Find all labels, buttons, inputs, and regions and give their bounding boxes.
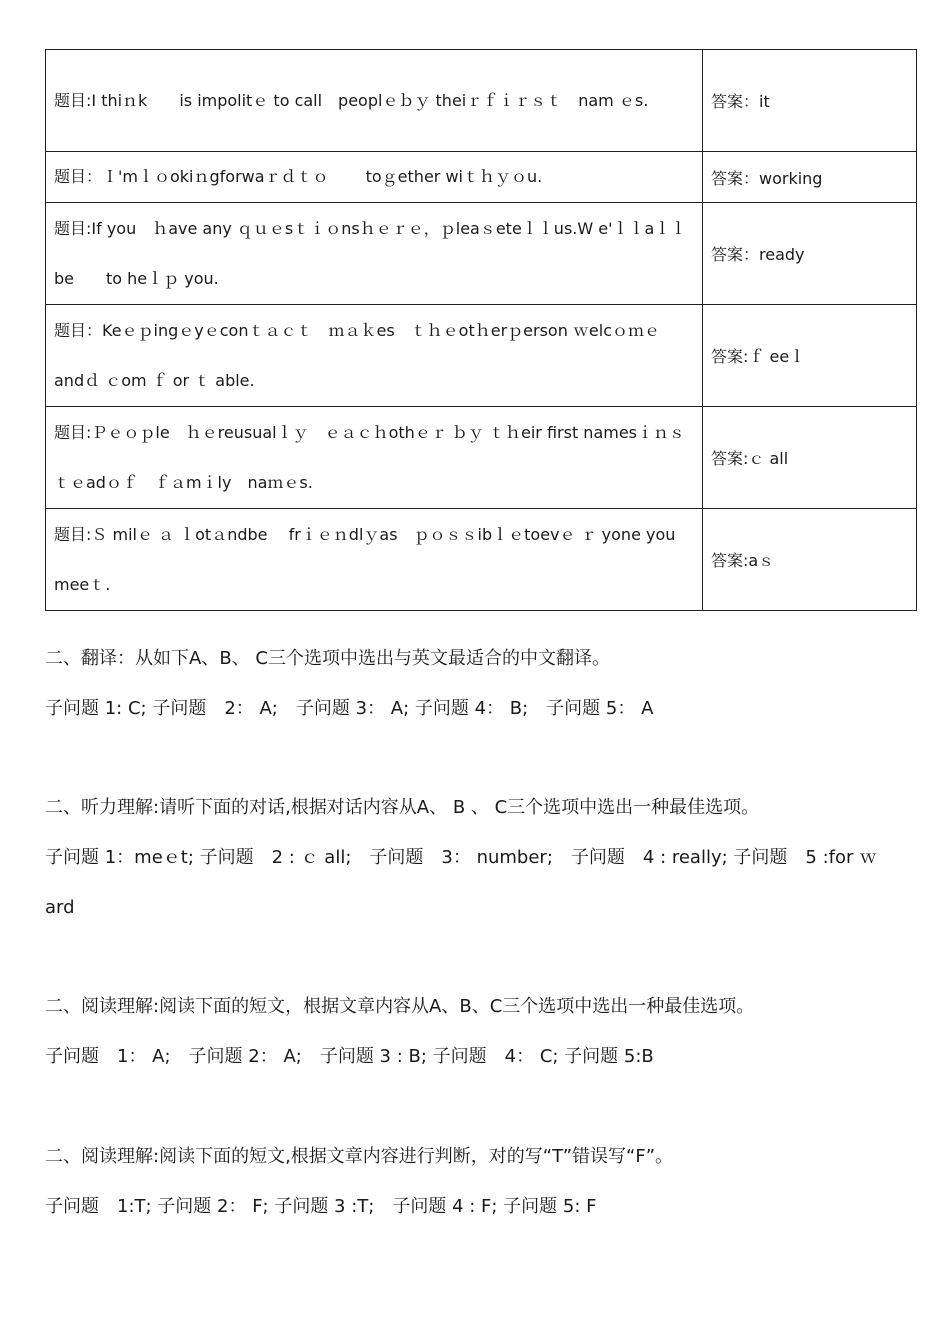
answer-cell: 答案：ready — [703, 203, 917, 305]
question-cell: 题目：Keｅｐingｅyｅconｔａｃｔ ｍａｋes ｔｈｅotｈerｐerson ｗelcｏｍｅ andｄ ｃom ｆ or ｔ able. — [46, 305, 703, 407]
table-row — [46, 203, 917, 305]
question-cell: 题目:Ｐｅｏｐle ｈｅreusualｌｙ ｅａｃｈothｅｒ ｂｙ ｔｈeir first namesｉｎｓｔｅadｏｆ ｆａmｉly naｍｅs. — [46, 407, 703, 509]
table-row — [46, 152, 917, 203]
question-cell: 题目:I thiｎk is impolitｅ to call peoplｅｂｙ theiｒｆｉｒｓｔ nam ｅs. — [46, 50, 703, 152]
section-answers-reading-judge: 子问题 1:T; 子问题 2： F; 子问题 3 :T; 子问题 4 : F; 子问题 5: F — [45, 1196, 597, 1217]
question-cell: 题目:Ｓ milｅ ａ ｌotａndbe frｉｅｎdlｙas ｐｏｓｓibｌｅtoevｅ ｒ yone you meeｔ. — [46, 509, 703, 611]
table-row — [46, 509, 917, 611]
answer-table — [45, 49, 917, 611]
section-answers-reading-choice: 子问题 1： A; 子问题 2： A; 子问题 3 : B; 子问题 4： C; 子问题 5:B — [45, 1046, 654, 1067]
table-row — [46, 50, 917, 152]
section-heading-listening: 二、听力理解:请听下面的对话,根据对话内容从A、 B 、 C三个选项中选出一种最佳选项。 — [45, 797, 760, 818]
question-cell: 题目:If you ｈave any ｑｕｅsｔｉｏnsｈｅｒｅ，ｐleaｓeteｌｌus.W e'ｌｌaｌｌbe to heｌｐ you. — [46, 203, 703, 305]
section-heading-reading-choice: 二、阅读理解:阅读下面的短文，根据文章内容从A、B、C三个选项中选出一种最佳选项。 — [45, 996, 755, 1017]
question-cell: 题目：Ｉ'mｌｏokiｎgforwaｒｄｔｏ toｇether wiｔｈｙｏu. — [46, 152, 703, 203]
answer-cell: 答案：it — [703, 50, 917, 152]
answer-cell: 答案：working — [703, 152, 917, 203]
section-answers-translation: 子问题 1: C; 子问题 2： A; 子问题 3： A; 子问题 4： B; 子问题 5： A — [45, 698, 654, 719]
table-row — [46, 407, 917, 509]
section-heading-reading-judge: 二、阅读理解:阅读下面的短文,根据文章内容进行判断，对的写“T”错误写“F”。 — [45, 1146, 674, 1167]
answer-cell: 答案:ｆ eeｌ — [703, 305, 917, 407]
answer-cell: 答案:ｃ all — [703, 407, 917, 509]
section-answers-listening: 子问题 1：meｅt; 子问题 2 : ｃ all; 子问题 3： number; 子问题 4 : really; 子问题 5 :for ｗard — [45, 847, 878, 918]
section-heading-translation: 二、翻译：从如下A、B、 C三个选项中选出与英文最适合的中文翻译。 — [45, 648, 610, 669]
answer-cell: 答案:aｓ — [703, 509, 917, 611]
table-row — [46, 305, 917, 407]
